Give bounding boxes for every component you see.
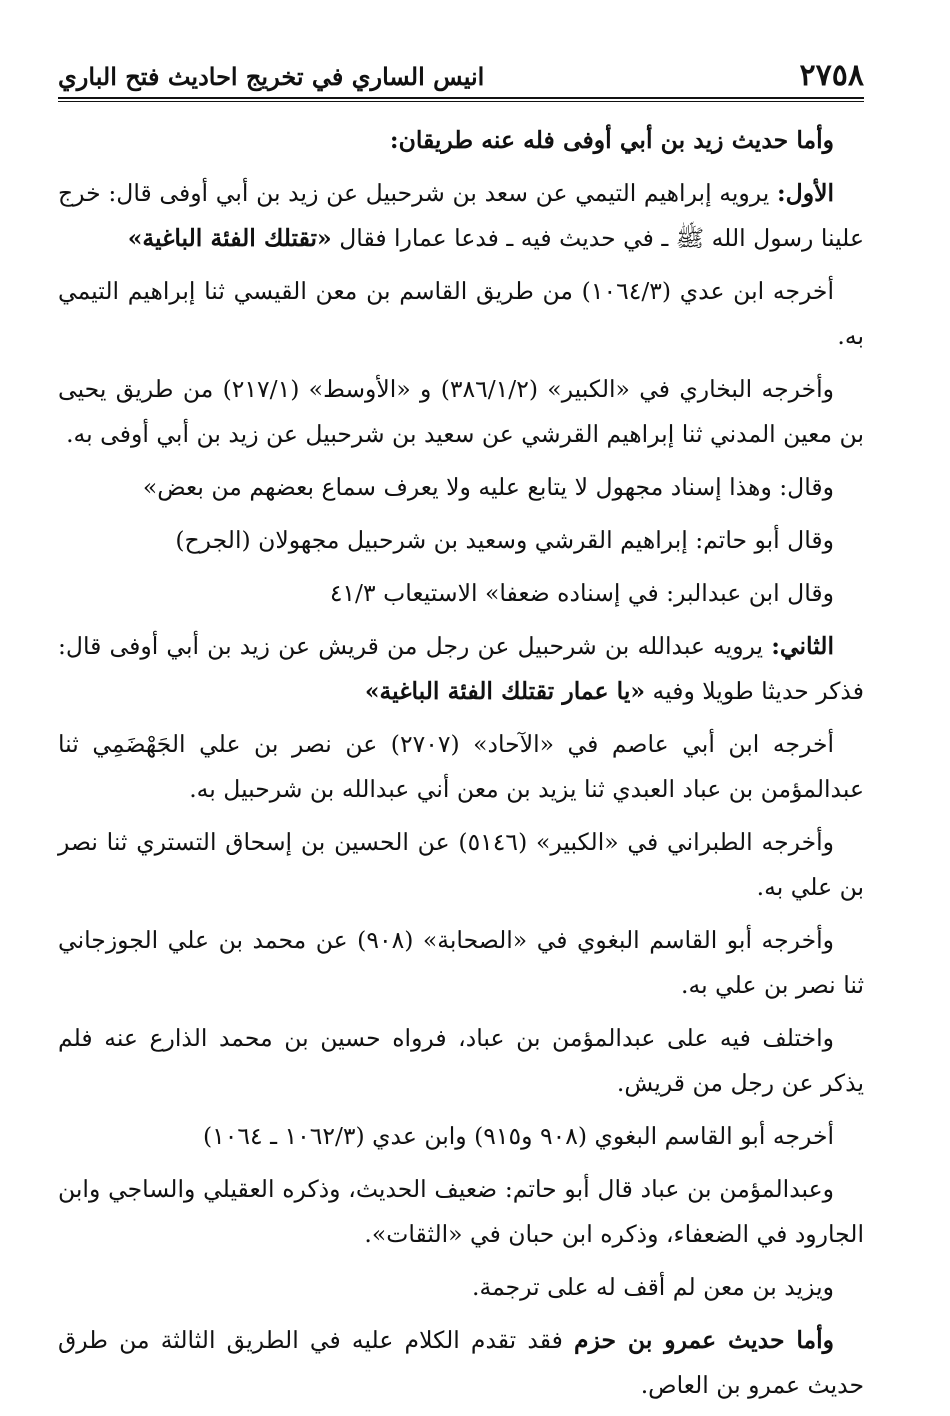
paragraph-text: وعبدالمؤمن بن عباد قال أبو حاتم: ضعيف الحديث، وذكره العقيلي والساجي وابن الجارود في الضعفاء، وذكره ابن حبان في «الثقات».: [58, 1175, 864, 1248]
paragraph-text: وأخرجه أبو القاسم البغوي في «الصحابة» (٩٠٨) عن محمد بن علي الجوزجاني ثنا نصر بن علي به.: [58, 926, 864, 999]
paragraph-text: أخرجه أبو القاسم البغوي (٩٠٨ و٩١٥) وابن عدي (١٠٦٢/٣ ـ ١٠٦٤): [202, 1122, 834, 1150]
paragraph-text: وقال ابن عبدالبر: في إسناده ضعفا» الاستيعاب ٤١/٣: [329, 579, 834, 607]
page-header: [58, 52, 864, 98]
paragraph: [58, 1114, 864, 1159]
paragraph-text: أخرجه ابن عدي (١٠٦٤/٣) من طريق القاسم بن معن القيسي ثنا إبراهيم التيمي به.: [58, 277, 864, 350]
paragraph-text: وأخرجه الطبراني في «الكبير» (٥١٤٦) عن الحسين بن إسحاق التستري ثنا نصر بن علي به.: [58, 828, 864, 901]
paragraph-label: الثاني:: [771, 632, 834, 660]
paragraph: [58, 918, 864, 1008]
paragraph-text: واختلف فيه على عبدالمؤمن بن عباد، فرواه حسين بن محمد الذارع عنه فلم يذكر عن رجل من قريش.: [58, 1024, 864, 1097]
paragraph: [58, 171, 864, 261]
paragraph: [58, 722, 864, 812]
paragraph-text: وأما حديث زيد بن أبي أوفى فله عنه طريقان:: [389, 126, 834, 154]
paragraph-label: وأما حديث عمرو بن حزم: [574, 1326, 834, 1354]
paragraph-text: ويزيد بن معن لم أقف له على ترجمة.: [472, 1273, 834, 1301]
paragraph: [58, 1265, 864, 1310]
paragraph: [58, 1016, 864, 1106]
header-rule-thick: [58, 97, 864, 99]
hadith-quote: «تقتلك الفئة الباغية»: [127, 224, 332, 252]
paragraph-text: وأخرجه البخاري في «الكبير» (٣٨٦/١/٢) و «الأوسط» (٢١٧/١) من طريق يحيى بن معين المدني ثنا إبراهيم القرشي عن سعيد بن شرحبيل عن زيد بن أبي أوفى به.: [58, 375, 864, 448]
hadith-quote: «يا عمار تقتلك الفئة الباغية»: [364, 677, 646, 705]
paragraph-text: فقد تقدم الكلام عليه في الطريق الثالثة من طرق حديث عمرو بن العاص.: [58, 1326, 864, 1399]
paragraph-text: وقال: وهذا إسناد مجهول لا يتابع عليه ولا يعرف سماع بعضهم من بعض»: [142, 473, 834, 501]
paragraph-text: يرويه إبراهيم التيمي عن سعد بن شرحبيل عن زيد بن أبي أوفى قال: خرج علينا رسول الله ﷺ ـ في حديث فيه ـ فدعا عمارا فقال: [58, 179, 864, 252]
paragraph-text: أخرجه ابن أبي عاصم في «الآحاد» (٢٧٠٧) عن نصر بن علي الجَهْضَمِي ثنا عبدالمؤمن بن عباد العبدي ثنا يزيد بن معن أني عبدالله بن شرحبيل به.: [58, 730, 864, 803]
paragraph: [58, 820, 864, 910]
paragraph: [58, 518, 864, 563]
paragraph-text: يرويه عبدالله بن شرحبيل عن رجل من قريش عن زيد بن أبي أوفى قال: فذكر حديثا طويلا وفيه: [58, 632, 864, 705]
header-rule-thin: [58, 101, 864, 102]
paragraph: [58, 1167, 864, 1257]
paragraph: [58, 1318, 864, 1408]
page-number: ٢٧٥٨: [799, 58, 864, 93]
paragraph: [58, 118, 864, 163]
paragraph: [58, 465, 864, 510]
paragraph-text: وقال أبو حاتم: إبراهيم القرشي وسعيد بن شرحبيل مجهولان (الجرح): [175, 526, 834, 554]
paragraph: [58, 367, 864, 457]
paragraph: [58, 269, 864, 359]
paragraph: [58, 624, 864, 714]
paragraph-label: الأول:: [776, 179, 834, 207]
book-title: انيس الساري في تخريج احاديث فتح الباري: [58, 62, 485, 91]
document-body: [58, 118, 864, 1416]
paragraph: [58, 571, 864, 616]
